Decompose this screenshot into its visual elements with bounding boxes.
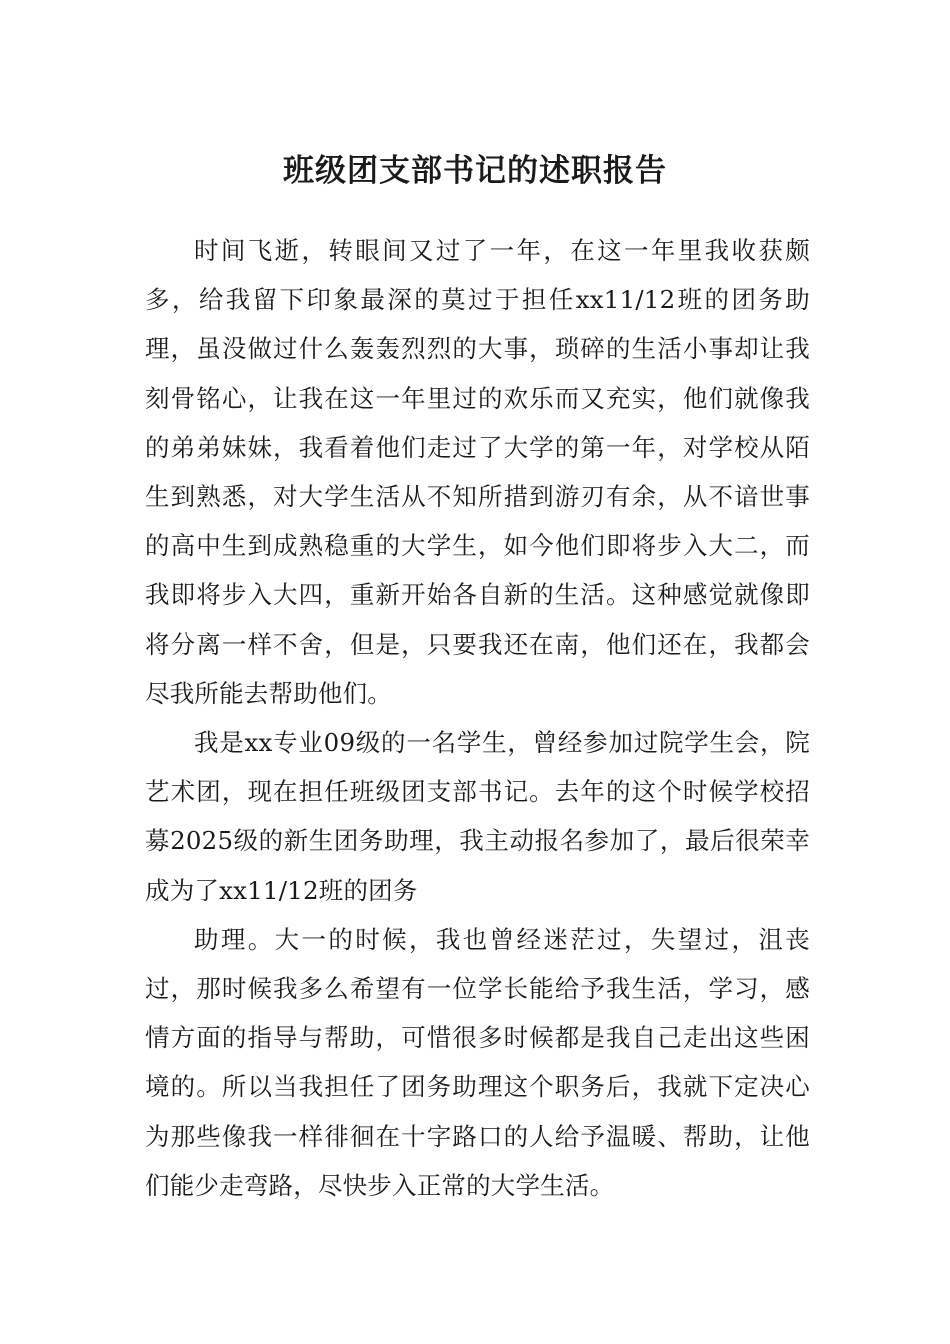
paragraph-1: 时间飞逝，转眼间又过了一年，在这一年里我收获颇多，给我留下印象最深的莫过于担任xx11/12班的团务助理，虽没做过什么轰轰烈烈的大事，琐碎的生活小事却让我刻骨铭心，让我在这一年里过的欢乐而又充实，他们就像我的弟弟妹妹，我看着他们走过了大学的第一年，对学校从陌生到熟悉，对大学生活从不知所措到游刃有余，从不谙世事的高中生到成熟稳重的大学生，如今他们即将步入大二，而我即将步入大四，重新开始各自新的生活。这种感觉就像即将分离一样不舍，但是，只要我还在南，他们还在，我都会尽我所能去帮助他们。 <box>145 236 810 708</box>
document-body <box>145 226 810 1210</box>
paragraph-3: 助理。大一的时候，我也曾经迷茫过，失望过，沮丧过，那时候我多么希望有一位学长能给予我生活，学习，感情方面的指导与帮助，可惜很多时候都是我自己走出这些困境的。所以当我担任了团务助理这个职务后，我就下定决心为那些像我一样徘徊在十字路口的人给予温暖、帮助，让他们能少走弯路，尽快步入正常的大学生活。 <box>145 924 810 1200</box>
paragraph-2: 我是xx专业09级的一名学生，曾经参加过院学生会，院艺术团，现在担任班级团支部书记。去年的这个时候学校招募2025级的新生团务助理，我主动报名参加了，最后很荣幸成为了xx11/12班的团务 <box>145 728 810 905</box>
document-title: 班级团支部书记的述职报告 <box>283 152 667 189</box>
